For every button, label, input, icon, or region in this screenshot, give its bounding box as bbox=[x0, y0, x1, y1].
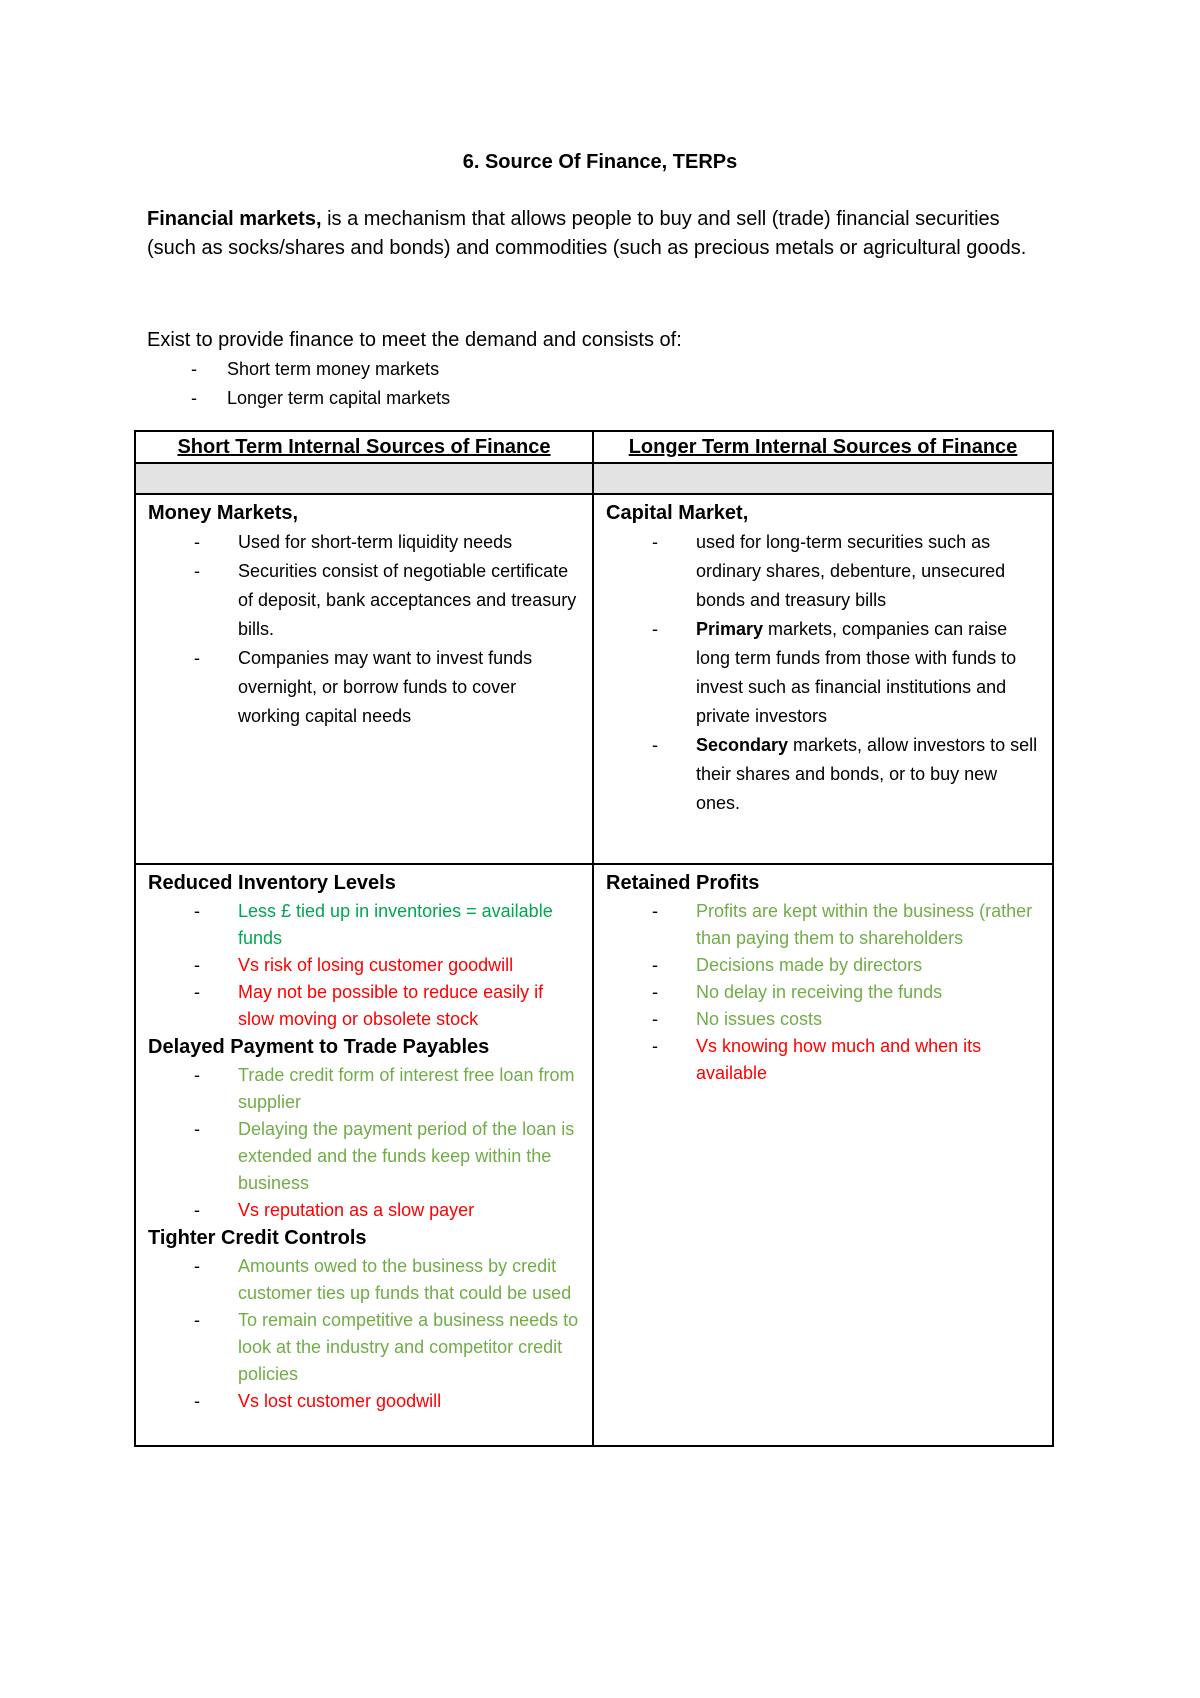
list-item: - Securities consist of negotiable certificate of deposit, bank acceptances and treasury bills. bbox=[194, 561, 577, 639]
markets-list bbox=[147, 355, 1047, 413]
list-item: - Used for short-term liquidity needs bbox=[194, 532, 513, 552]
long-term-header: Longer Term Internal Sources of Finance bbox=[593, 431, 1053, 463]
retained-profits-heading: Retained Profits bbox=[606, 872, 760, 894]
intro-paragraph bbox=[147, 205, 1047, 263]
list-item: - Vs reputation as a slow payer bbox=[194, 1200, 475, 1220]
blank-shaded-cell bbox=[593, 463, 1053, 494]
list-item: - Companies may want to invest funds overnight, or borrow funds to cover working capital needs bbox=[194, 648, 533, 726]
capital-market-cell bbox=[593, 494, 1053, 864]
list-item: - Longer term capital markets bbox=[191, 388, 451, 408]
finance-sources-table bbox=[134, 430, 1054, 1447]
intro-definition: is a mechanism that allows people to buy and sell (trade) financial securities (such as socks/shares and bonds) and commodities (such as precious metals or agricultural goods. bbox=[147, 208, 1027, 259]
money-markets-cell bbox=[135, 494, 593, 864]
list-item: - Vs knowing how much and when its available bbox=[652, 1036, 982, 1083]
list-item: - To remain competitive a business needs to look at the industry and competitor credit policies bbox=[194, 1310, 579, 1384]
list-item: - Short term money markets bbox=[191, 359, 440, 379]
short-term-header: Short Term Internal Sources of Finance bbox=[135, 431, 593, 463]
list-item: - No issues costs bbox=[652, 1009, 823, 1029]
list-item: - May not be possible to reduce easily if slow moving or obsolete stock bbox=[194, 982, 544, 1029]
list-item: - Decisions made by directors bbox=[652, 955, 923, 975]
list-item: - Trade credit form of interest free loan from supplier bbox=[194, 1065, 575, 1112]
list-item: - Vs lost customer goodwill bbox=[194, 1391, 442, 1411]
reduced-inventory-heading: Reduced Inventory Levels bbox=[148, 872, 396, 894]
retained-profits-cell bbox=[593, 864, 1053, 1446]
money-markets-heading: Money Markets, bbox=[148, 502, 299, 524]
internal-sources-cell bbox=[135, 864, 593, 1446]
list-item: - No delay in receiving the funds bbox=[652, 982, 943, 1002]
list-item: - Amounts owed to the business by credit customer ties up funds that could be used bbox=[194, 1256, 572, 1303]
exist-text: Exist to provide finance to meet the demand and consists of: bbox=[147, 329, 682, 351]
list-item: - Vs risk of losing customer goodwill bbox=[194, 955, 514, 975]
list-item: - Delaying the payment period of the loan is extended and the funds keep within the business bbox=[194, 1119, 575, 1193]
page-title: 6. Source Of Finance, TERPs bbox=[462, 151, 738, 173]
delayed-payment-heading: Delayed Payment to Trade Payables bbox=[148, 1036, 490, 1058]
capital-market-heading: Capital Market, bbox=[606, 502, 749, 524]
list-item: - Secondary markets, allow investors to sell their shares and bonds, or to buy new ones. bbox=[652, 735, 1038, 813]
intro-term: Financial markets, bbox=[147, 208, 322, 230]
list-item: - Less £ tied up in inventories = available funds bbox=[194, 901, 553, 948]
list-item: - Primary markets, companies can raise long term funds from those with funds to invest such as financial institutions and private investors bbox=[652, 619, 1017, 726]
list-item: - used for long-term securities such as ordinary shares, debenture, unsecured bonds and treasury bills bbox=[652, 532, 1006, 610]
tighter-credit-heading: Tighter Credit Controls bbox=[148, 1227, 367, 1249]
blank-shaded-cell bbox=[135, 463, 593, 494]
list-item: - Profits are kept within the business (rather than paying them to shareholders bbox=[652, 901, 1033, 948]
